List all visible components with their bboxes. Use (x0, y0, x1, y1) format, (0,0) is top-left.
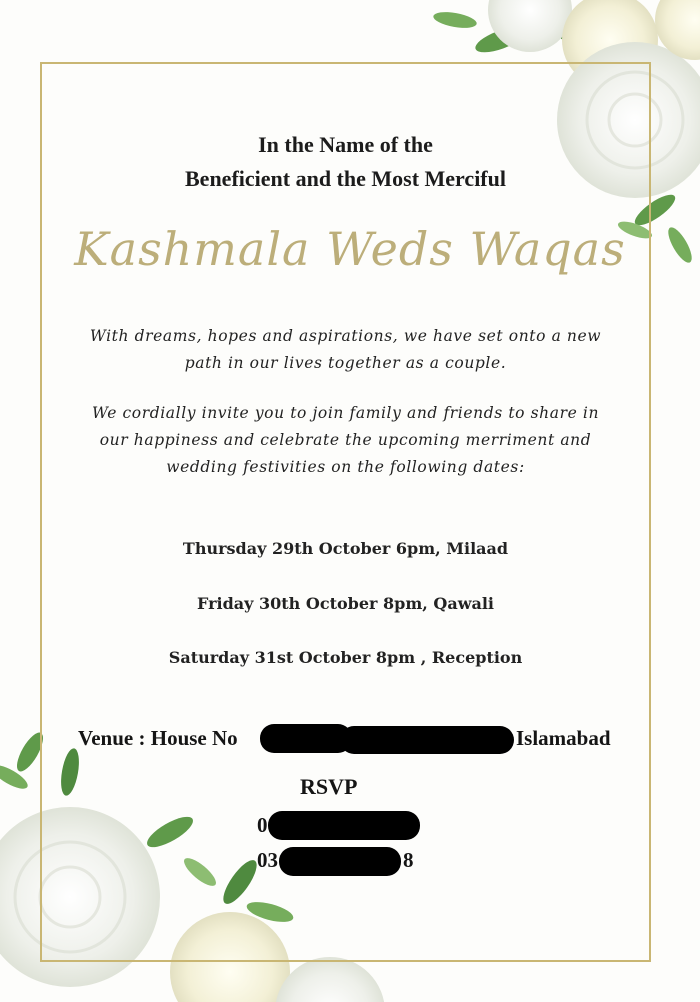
rsvp-phone-1 (257, 811, 457, 841)
phone-2-redaction (279, 847, 401, 876)
phone-2-prefix: 03 (257, 848, 278, 872)
rsvp-phone-2 (257, 846, 457, 876)
blessing-line-1: In the Name of the (258, 132, 433, 157)
venue-line (78, 724, 638, 754)
invite-line-1: We cordially invite you to join family and friends to share in (91, 404, 600, 422)
phone-1-redaction (268, 811, 420, 840)
invite-paragraph (40, 400, 651, 481)
blessing-line-2: Beneficient and the Most Merciful (185, 166, 506, 191)
intro-paragraph (40, 323, 651, 377)
venue-redaction (260, 724, 352, 753)
phone-1-prefix: 0 (257, 813, 268, 837)
invite-line-3: wedding festivities on the following dates: (166, 458, 525, 476)
venue-label: Venue : House No (78, 726, 238, 750)
event-reception: Saturday 31st October 8pm , Reception (168, 648, 523, 667)
invite-line-2: our happiness and celebrate the upcoming merriment and (99, 431, 592, 449)
phone-2-suffix: 8 (403, 848, 414, 872)
blessing-heading (40, 128, 651, 196)
event-qawali: Friday 30th October 8pm, Qawali (197, 594, 494, 613)
rsvp-label: RSVP (300, 774, 358, 799)
venue-redaction-2 (340, 726, 514, 754)
event-milaad: Thursday 29th October 6pm, Milaad (182, 539, 509, 558)
couple-names-title: Kashmala Weds Waqas (74, 222, 626, 276)
intro-line-2: path in our lives together as a couple. (184, 354, 507, 372)
venue-city: Islamabad (516, 726, 611, 750)
intro-line-1: With dreams, hopes and aspirations, we have set onto a new (89, 327, 602, 345)
